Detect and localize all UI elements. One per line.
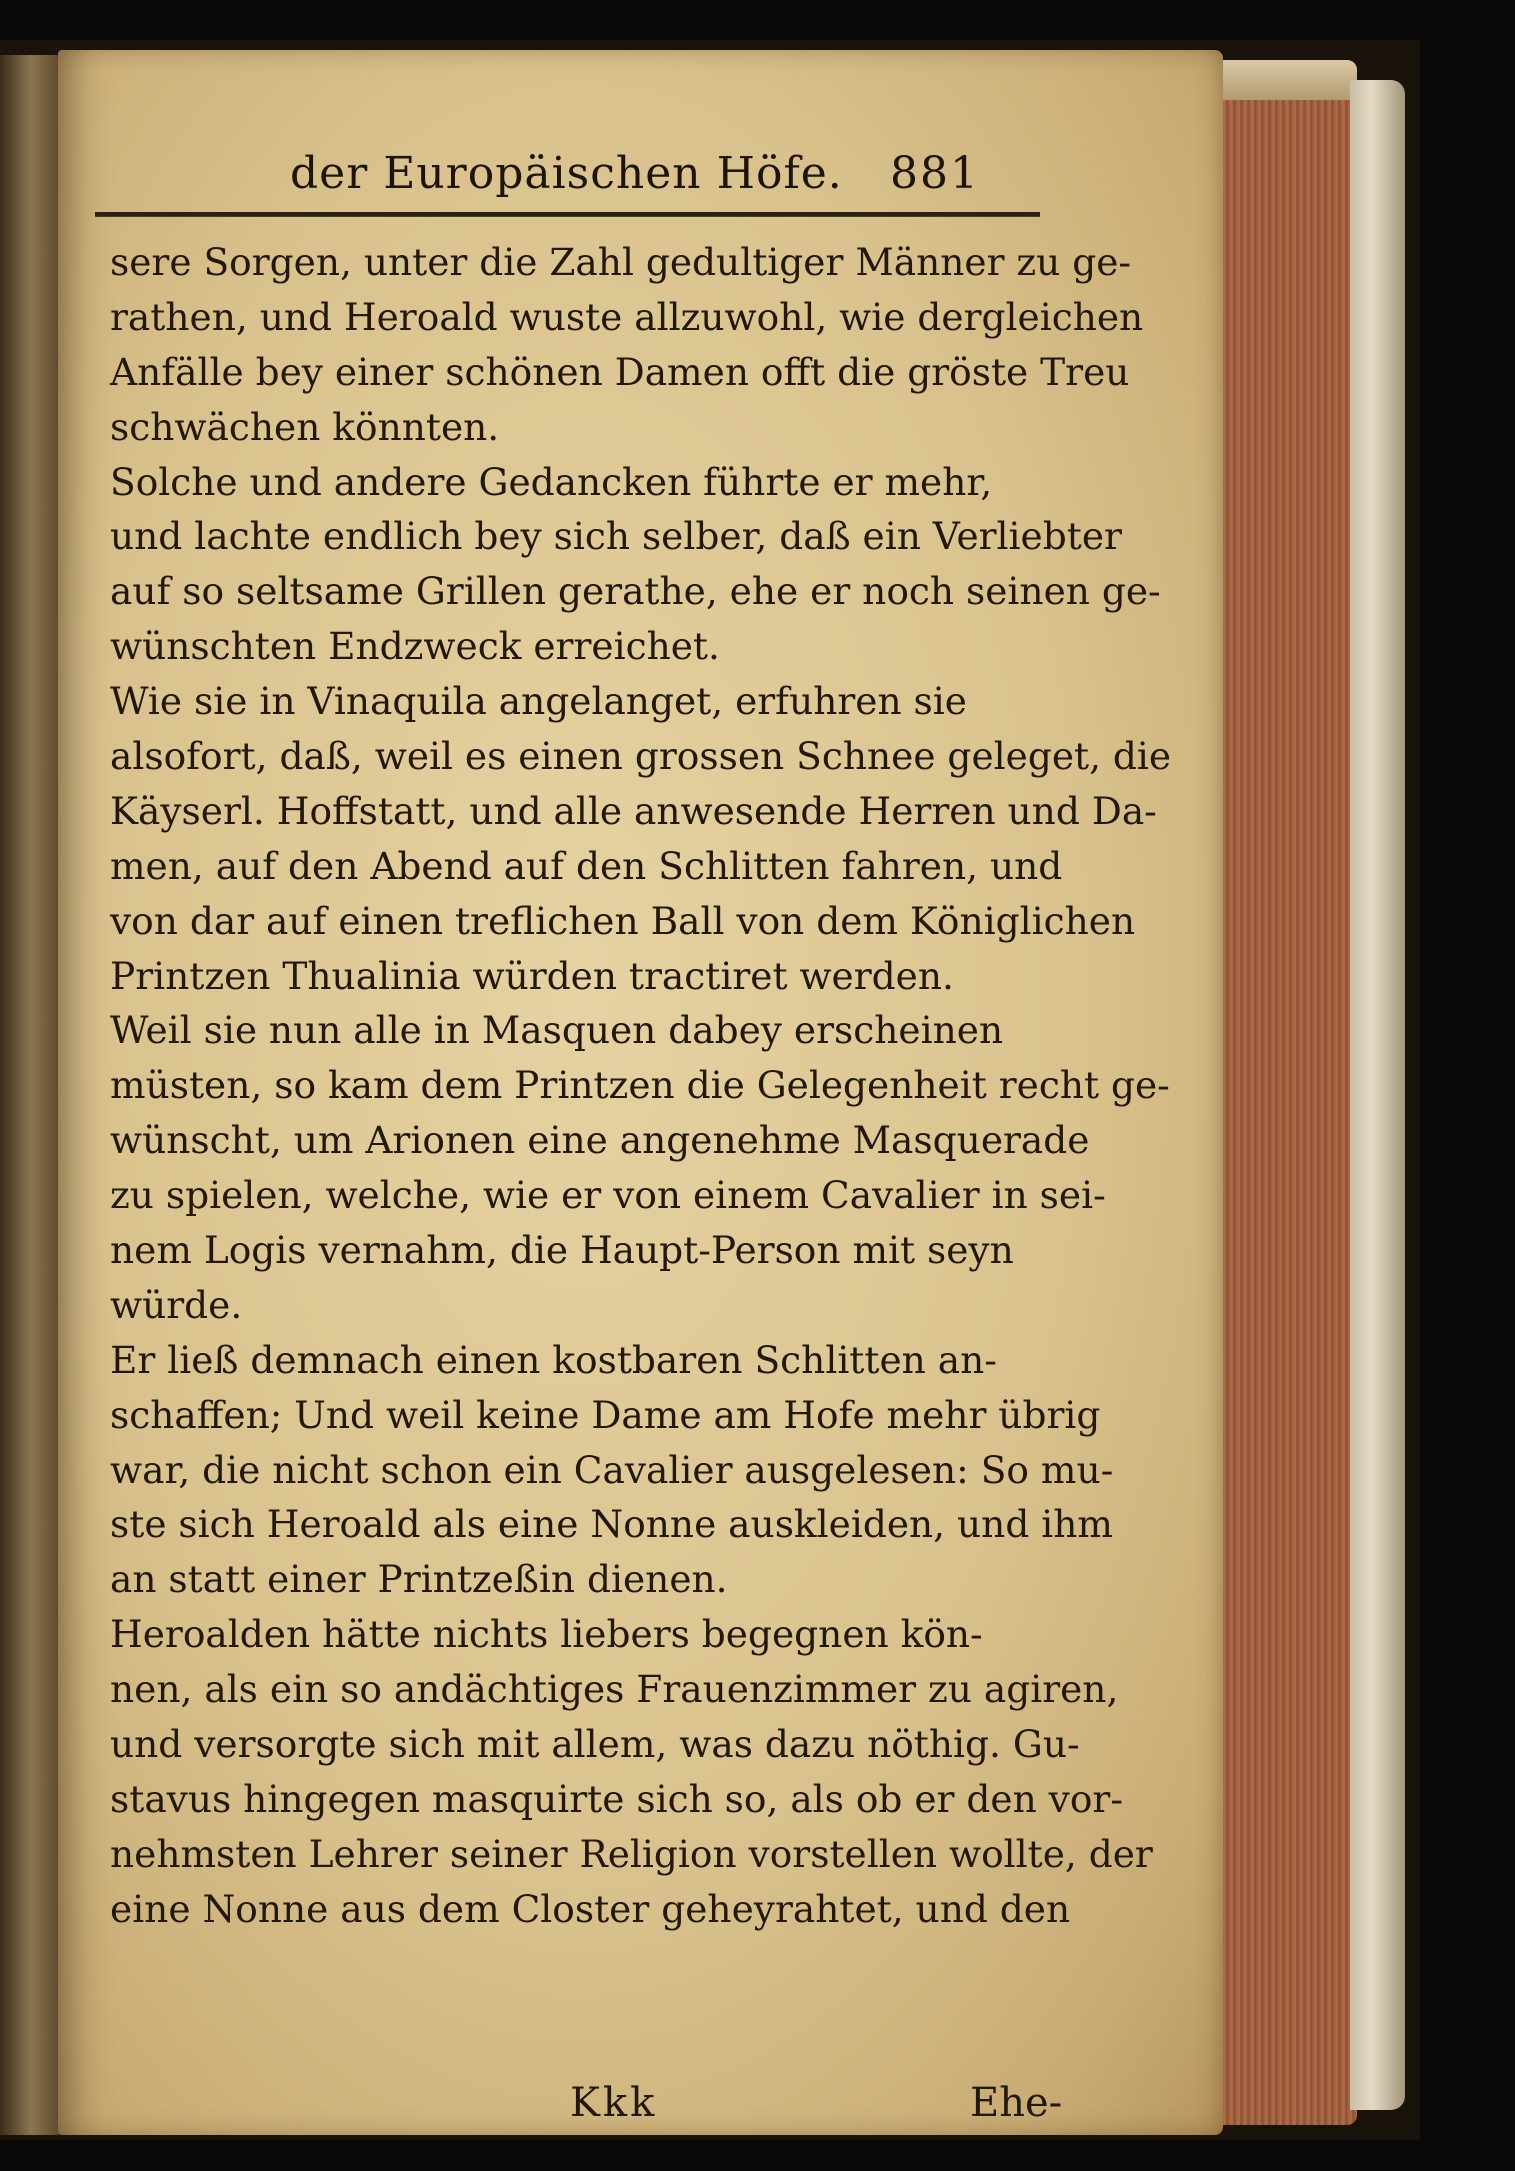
text-line: würde. [110,1282,243,1327]
text-line: auf so seltsame Grillen gerathe, ehe er noch seinen ge- [110,569,1161,614]
body-text [110,235,1172,1937]
running-title: der Europäischen Höfe. [290,148,843,199]
text-line: Anfälle bey einer schönen Damen offt die gröste Treu [110,349,1130,394]
text-line: eine Nonne aus dem Closter geheyrahtet, und den [110,1886,1071,1931]
page-block-fore-edge [1222,60,1357,2125]
text-line: Weil sie nun alle in Masquen dabey erscheinen [110,1008,1004,1053]
text-line: ste sich Heroald als eine Nonne auskleiden, und ihm [110,1502,1113,1547]
text-line: stavus hingegen masquirte sich so, als ob er den vor- [110,1776,1124,1821]
text-line: alsofort, daß, weil es einen grossen Schnee geleget, die [110,734,1172,779]
text-line: wünscht, um Arionen eine angenehme Masquerade [110,1118,1090,1163]
text-line: und versorgte sich mit allem, was dazu nöthig. Gu- [110,1722,1080,1767]
text-line: zu spielen, welche, wie er von einem Cavalier in sei- [110,1173,1106,1218]
text-line: an statt einer Printzeßin dienen. [110,1557,728,1602]
page-header [100,140,1030,210]
text-line: Er ließ demnach einen kostbaren Schlitten an- [110,1337,997,1382]
catchword: Ehe- [970,2080,1063,2126]
text-line: Solche und andere Gedancken führte er mehr, [110,459,993,504]
text-line: müsten, so kam dem Printzen die Gelegenheit recht ge- [110,1063,1170,1108]
text-line: Käyserl. Hoffstatt, und alle anwesende Herren und Da- [110,788,1157,833]
text-line: wünschten Endzweck erreichet. [110,624,720,669]
page-footer [100,2080,1063,2140]
book-cover-edge [1350,80,1405,2110]
page-number: 881 [890,148,980,199]
header-rule [95,212,1040,217]
text-line: von dar auf einen treflichen Ball von dem Königlichen [110,898,1136,943]
previous-page-edge [0,55,62,2135]
text-line: und lachte endlich bey sich selber, daß ein Verliebter [110,514,1122,559]
text-line: nen, als ein so andächtiges Frauenzimmer zu agiren, [110,1667,1119,1712]
text-line: Printzen Thualinia würden tractiret werden. [110,953,954,998]
text-line: war, die nicht schon ein Cavalier ausgelesen: So mu- [110,1447,1114,1492]
text-line: nehmsten Lehrer seiner Religion vorstellen wollte, der [110,1831,1153,1876]
text-line: nem Logis vernahm, die Haupt-Person mit seyn [110,1228,1014,1273]
text-line: schaffen; Und weil keine Dame am Hofe mehr übrig [110,1392,1101,1437]
text-line: sere Sorgen, unter die Zahl gedultiger Männer zu ge- [110,240,1132,284]
text-line: schwächen könnten. [110,404,500,449]
text-line: rathen, und Heroald wuste allzuwohl, wie dergleichen [110,294,1144,339]
page-block-top-edge [1222,60,1357,100]
signature-mark: Kkk [570,2080,658,2126]
text-line: Wie sie in Vinaquila angelanget, erfuhren sie [110,679,967,724]
text-line: men, auf den Abend auf den Schlitten fahren, und [110,843,1063,888]
text-line: Heroalden hätte nichts liebers begegnen kön- [110,1612,983,1657]
